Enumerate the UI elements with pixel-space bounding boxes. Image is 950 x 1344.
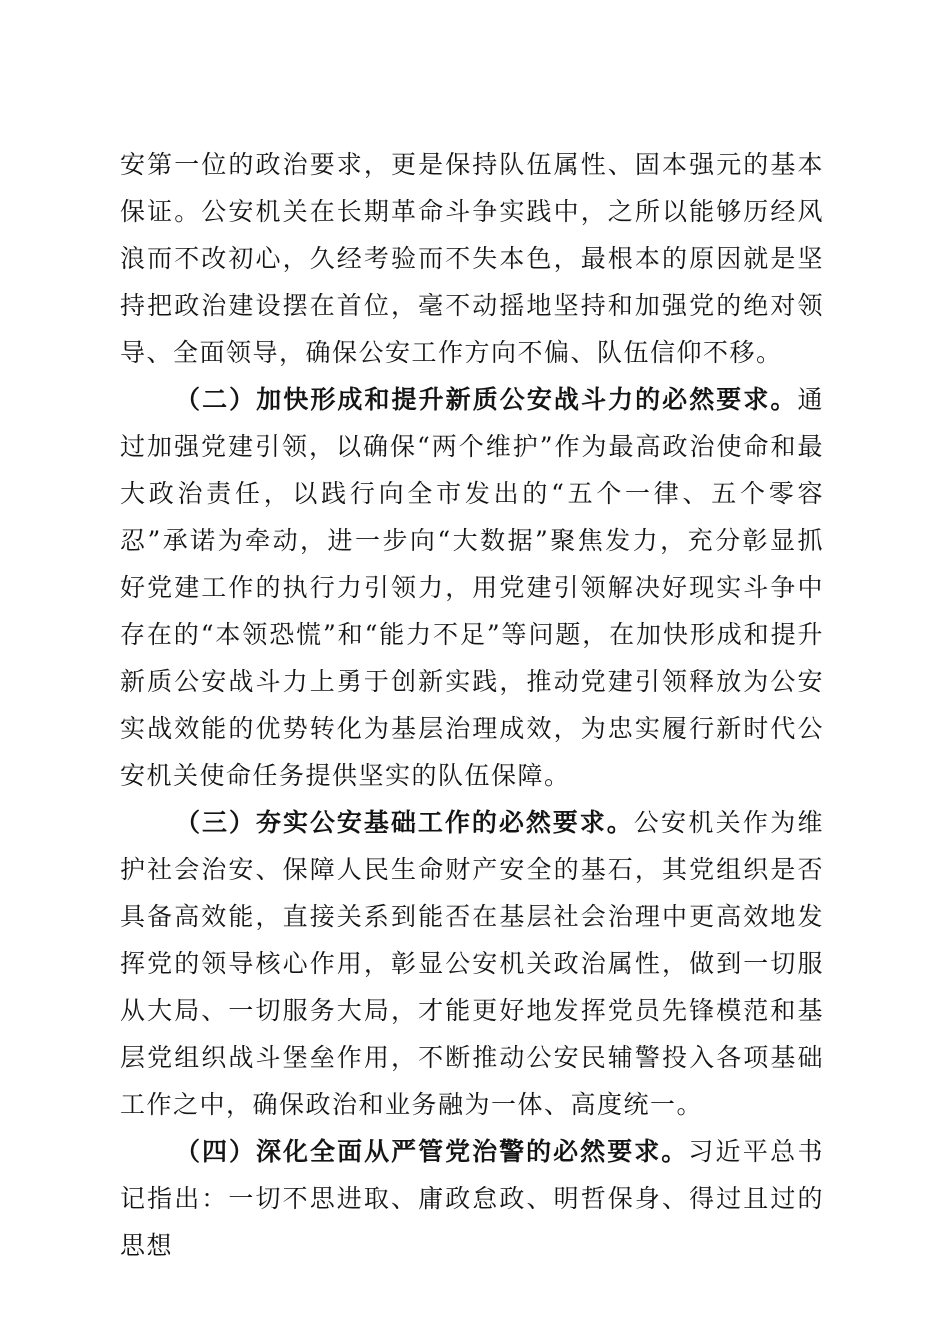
paragraph-section-4: [120, 1128, 824, 1269]
paragraph-section-2: [120, 376, 824, 799]
section-2-heading: （二）加快形成和提升新质公安战斗力的必然要求。: [175, 385, 798, 414]
section-3-heading: （三）夯实公安基础工作的必然要求。: [175, 808, 634, 837]
document-body: [120, 141, 824, 1269]
paragraph-section-3: [120, 799, 824, 1128]
section-2-body: 通过加强党建引领，以确保“两个维护”作为最高政治使命和最大政治责任，以践行向全市发出的“五个一律、五个零容忍”承诺为牵动，进一步向“大数据”聚焦发力，充分彰显抓好党建工作的执行力引领力，用党建引领解决好现实斗争中存在的“本领恐慌”和“能力不足”等问题，在加快形成和提升新质公安战斗力上勇于创新实践，推动党建引领释放为公安实战效能的优势转化为基层治理成效，为忠实履行新时代公安机关使命任务提供坚实的队伍保障。: [120, 385, 824, 790]
section-4-heading: （四）深化全面从严管党治警的必然要求。: [175, 1137, 689, 1166]
section-3-body: 公安机关作为维护社会治安、保障人民生命财产安全的基石，其党组织是否具备高效能，直接关系到能否在基层社会治理中更高效地发挥党的领导核心作用，彰显公安机关政治属性，做到一切服从大局、一切服务大局，才能更好地发挥党员先锋模范和基层党组织战斗堡垒作用，不断推动公安民辅警投入各项基础工作之中，确保政治和业务融为一体、高度统一。: [120, 808, 824, 1119]
paragraph-1-body: 安第一位的政治要求，更是保持队伍属性、固本强元的基本保证。公安机关在长期革命斗争实践中，之所以能够历经风浪而不改初心，久经考验而不失本色，最根本的原因就是坚持把政治建设摆在首位，毫不动摇地坚持和加强党的绝对领导、全面领导，确保公安工作方向不偏、队伍信仰不移。: [120, 150, 824, 367]
paragraph-continuation: [120, 141, 824, 376]
section-4-body: 习近平总书记指出：一切不思进取、庸政怠政、明哲保身、得过且过的思想: [120, 1137, 824, 1260]
